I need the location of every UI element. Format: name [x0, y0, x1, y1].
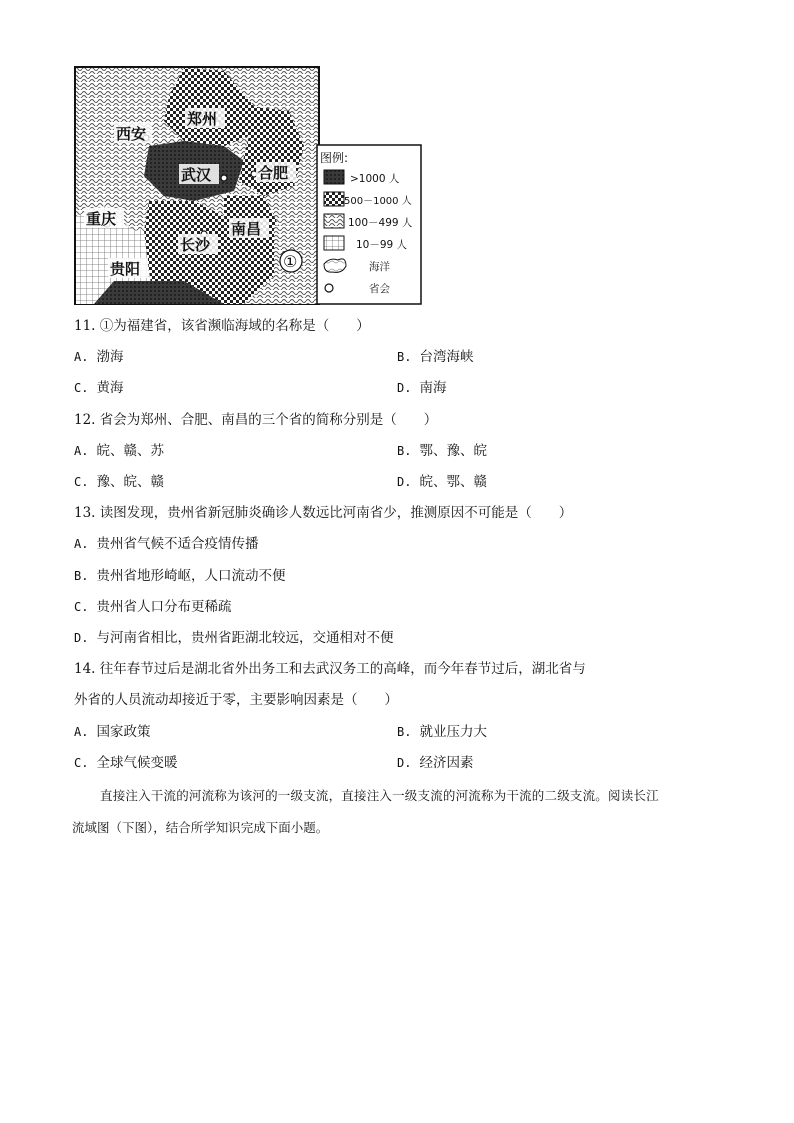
option-key: C. [74, 756, 89, 770]
city-label-wuhan: 武汉 [181, 166, 212, 184]
option-key: C. [74, 475, 89, 489]
option-text: 鄂、豫、皖 [419, 443, 487, 459]
question-11-option-b[interactable] [397, 348, 473, 366]
legend-item: 10－99 人 [356, 239, 408, 251]
question-14-option-c[interactable] [74, 754, 177, 772]
question-12-option-b[interactable] [397, 442, 487, 460]
city-label-xian: 西安 [116, 125, 147, 143]
option-key: B. [74, 569, 89, 583]
city-label-hefei: 合肥 [258, 164, 289, 182]
option-text: 南海 [419, 380, 447, 396]
legend-item: 海洋 [369, 261, 390, 273]
map-legend [317, 145, 421, 304]
option-key: D. [397, 381, 412, 395]
option-key: D. [397, 475, 412, 489]
question-12-stem: 12. 省会为郑州、合肥、南昌的三个省的简称分别是（ ） [74, 412, 438, 428]
option-text: 台湾海峡 [419, 349, 474, 365]
question-11-stem: 11. ①为福建省，该省濒临海域的名称是（ ） [74, 318, 370, 334]
option-key: B. [397, 725, 412, 739]
question-11-option-a[interactable] [74, 348, 123, 366]
option-text: 与河南省相比，贵州省距湖北较远，交通相对不便 [96, 630, 394, 646]
question-13-option-a[interactable] [74, 535, 258, 553]
option-text: 豫、皖、赣 [96, 474, 164, 490]
option-text: 渤海 [96, 349, 124, 365]
city-label-nanchang: 南昌 [231, 220, 262, 238]
question-12-option-a[interactable] [74, 442, 164, 460]
option-key: C. [74, 381, 89, 395]
question-14-stem-line1: 14. 往年春节过后是湖北省外出务工和去武汉务工的高峰，而今年春节过后，湖北省与 [74, 661, 586, 677]
option-text: 黄海 [96, 380, 124, 396]
city-label-zhengzhou: 郑州 [187, 110, 218, 128]
city-label-chongqing: 重庆 [86, 210, 117, 228]
epidemic-map-figure [74, 66, 422, 306]
option-key: A. [74, 350, 89, 364]
question-11-option-d[interactable] [397, 379, 446, 397]
option-key: A. [74, 537, 89, 551]
option-key: B. [397, 350, 412, 364]
option-text: 经济因素 [419, 755, 474, 771]
question-14-stem-line2: 外省的人员流动却接近于零，主要影响因素是（ ） [74, 692, 398, 708]
legend-item: 500－1000 人 [344, 196, 412, 207]
intro-paragraph-line1: 直接注入干流的河流称为该河的一级支流，直接注入一级支流的河流称为干流的二级支流。阅读长江 [100, 788, 659, 803]
legend-item: >1000 人 [350, 173, 400, 185]
question-14-option-b[interactable] [397, 723, 487, 741]
option-text: 皖、赣、苏 [96, 443, 164, 459]
intro-paragraph-line2: 流域图（下图），结合所学知识完成下面小题。 [72, 820, 329, 835]
option-key: D. [397, 756, 412, 770]
legend-title: 图例: [320, 151, 349, 165]
question-13-option-d[interactable] [74, 629, 393, 647]
option-key: A. [74, 725, 89, 739]
option-text: 国家政策 [96, 724, 151, 740]
option-key: A. [74, 444, 89, 458]
question-14-option-a[interactable] [74, 723, 150, 741]
question-13-option-b[interactable] [74, 567, 285, 585]
option-text: 贵州省人口分布更稀疏 [96, 599, 232, 615]
option-text: 就业压力大 [419, 724, 487, 740]
option-key: B. [397, 444, 412, 458]
question-11-option-c[interactable] [74, 379, 123, 397]
option-key: C. [74, 600, 89, 614]
question-12-option-c[interactable] [74, 473, 164, 491]
city-label-changsha: 长沙 [180, 236, 211, 254]
question-13-option-c[interactable] [74, 598, 231, 616]
option-text: 贵州省地形崎岖，人口流动不便 [96, 568, 286, 584]
question-13-stem: 13. 读图发现，贵州省新冠肺炎确诊人数远比河南省少，推测原因不可能是（ ） [74, 505, 573, 521]
question-14-option-d[interactable] [397, 754, 473, 772]
question-12-option-d[interactable] [397, 473, 487, 491]
legend-item: 省会 [369, 283, 390, 295]
city-label-guiyang: 贵阳 [110, 260, 141, 278]
fujian-marker: ① [283, 252, 298, 271]
option-text: 贵州省气候不适合疫情传播 [96, 536, 259, 552]
option-text: 全球气候变暖 [96, 755, 178, 771]
option-text: 皖、鄂、赣 [419, 474, 487, 490]
option-key: D. [74, 631, 89, 645]
legend-item: 100－499 人 [348, 217, 413, 229]
